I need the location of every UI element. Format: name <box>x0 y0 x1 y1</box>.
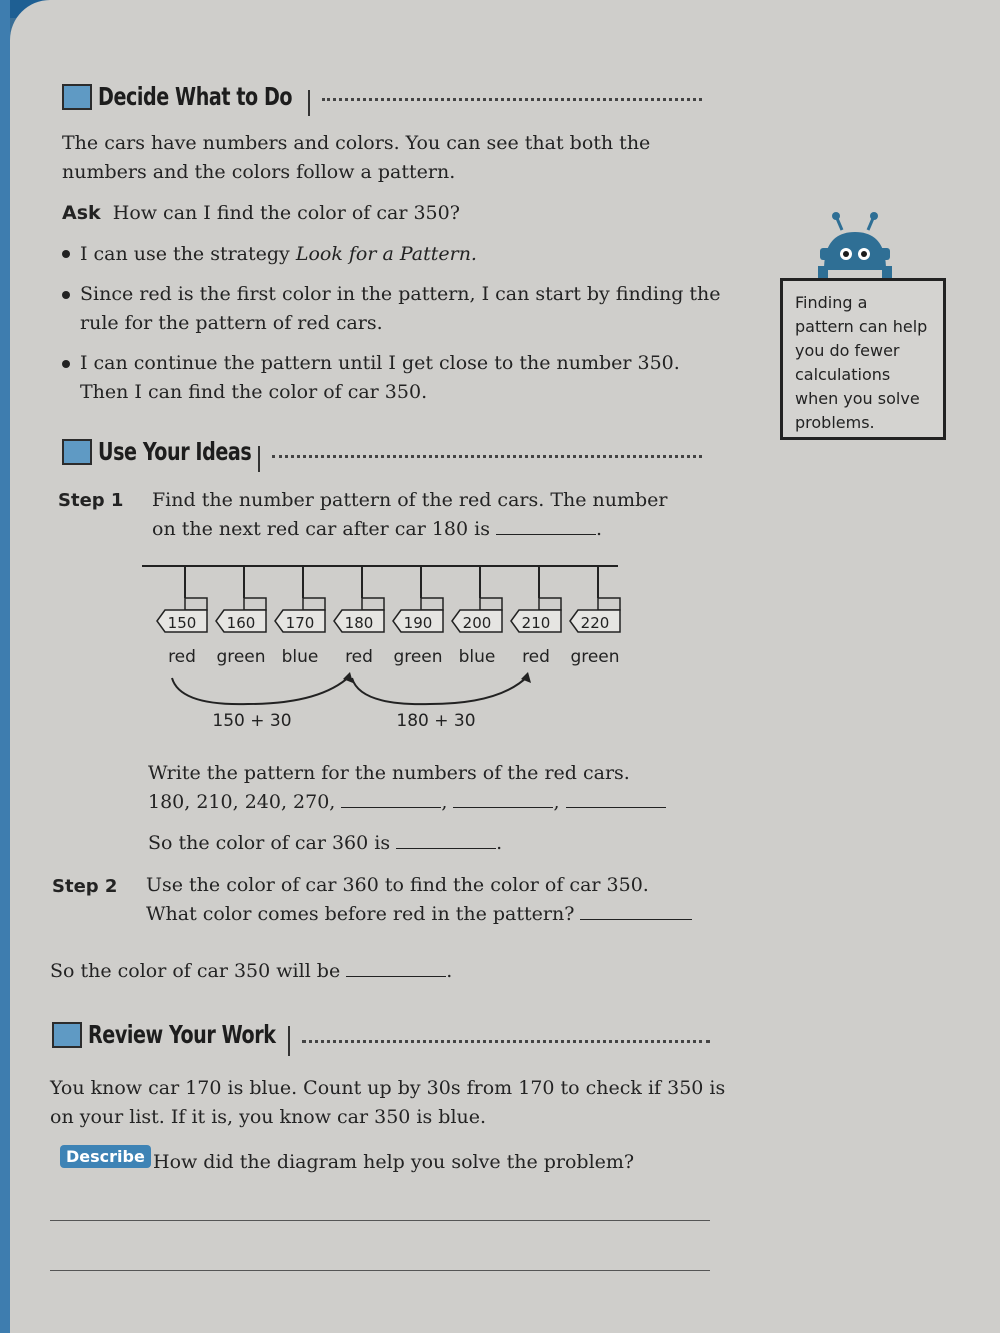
tip-text: Finding a pattern can help you do fewer calculations when you solve problems. <box>795 293 928 432</box>
tag-flag <box>303 598 325 610</box>
tag-flag <box>421 598 443 610</box>
car-color-label: green <box>216 647 266 667</box>
tag-flag <box>539 598 561 610</box>
section-heading-ideas: Use Your Ideas <box>62 437 278 466</box>
car-number: 220 <box>580 614 610 632</box>
answer-blank-color-350[interactable] <box>346 958 446 977</box>
bullet-2-line2: rule for the pattern of red cars. <box>80 312 383 334</box>
bullet-3-line2: Then I can find the color of car 350. <box>80 381 428 403</box>
car-number: 210 <box>521 614 551 632</box>
review-paragraph-line1: You know car 170 is blue. Count up by 30s from 170 to check if 350 is <box>50 1077 726 1099</box>
heading-dotted-rule <box>272 455 702 458</box>
review-paragraph-line2: on your list. If it is, you know car 350 is blue. <box>50 1106 487 1128</box>
tag-flag <box>362 598 384 610</box>
ask-label: Ask <box>62 202 101 224</box>
car-number: 170 <box>285 614 315 632</box>
car-tag <box>216 566 266 667</box>
section-heading-decide: Decide What to Do <box>62 82 326 111</box>
section-heading-review: Review Your Work <box>52 1020 309 1049</box>
heading-divider <box>308 90 310 116</box>
car-tag <box>570 566 620 667</box>
step-2-line2 <box>146 899 692 929</box>
car-tag <box>511 566 561 667</box>
step-2-line2-text: What color comes before red in the pattern? <box>146 903 575 925</box>
car-tag <box>334 566 384 667</box>
step-2-line1: Use the color of car 360 to find the color of car 350. <box>146 874 649 896</box>
ask-text: How can I find the color of car 350? <box>112 202 460 224</box>
answer-blank-pattern-1[interactable] <box>341 789 441 808</box>
bullet-1-text: I can use the strategy <box>80 243 296 265</box>
answer-blank-next-red[interactable] <box>496 516 596 535</box>
car-color-label: green <box>393 647 443 667</box>
answer-blank-pattern-3[interactable] <box>566 789 666 808</box>
describe-question: How did the diagram help you solve the problem? <box>153 1151 635 1173</box>
car-number: 190 <box>403 614 433 632</box>
period: . <box>596 518 603 540</box>
step-1-label: Step 1 <box>58 490 124 511</box>
heading-square-icon <box>52 1022 82 1048</box>
heading-square-icon <box>62 439 92 465</box>
heading-dotted-rule <box>322 98 702 101</box>
tag-flag <box>598 598 620 610</box>
write-pattern-line2 <box>148 787 666 817</box>
decide-paragraph-line1: The cars have numbers and colors. You can see that both the <box>62 132 651 154</box>
answer-blank-pattern-2[interactable] <box>453 789 553 808</box>
heading-divider <box>258 446 260 472</box>
car-color-label: blue <box>281 647 319 667</box>
car-color-label: blue <box>458 647 496 667</box>
tag-flag <box>185 598 207 610</box>
bullet-icon <box>62 291 70 299</box>
answer-blank-before-red[interactable] <box>580 901 692 920</box>
car-number: 160 <box>226 614 256 632</box>
car-tag <box>393 566 443 667</box>
describe-badge: Describe <box>60 1145 151 1168</box>
bullet-1-strategy: Look for a Pattern. <box>295 243 477 265</box>
color-360-line <box>148 828 502 858</box>
bullet-icon <box>62 360 70 368</box>
arc-1-label: 150 + 30 <box>212 711 292 731</box>
car-color-label: red <box>522 647 550 667</box>
arc-1 <box>172 676 350 704</box>
period: . <box>496 832 503 854</box>
car-color-label: green <box>570 647 620 667</box>
heading-dotted-rule <box>302 1040 710 1043</box>
answer-line-1[interactable] <box>50 1220 710 1221</box>
car-color-label: red <box>345 647 373 667</box>
color-360-text: So the color of car 360 is <box>148 832 391 854</box>
step-1-line1: Find the number pattern of the red cars. The number <box>152 489 668 511</box>
ask-line <box>62 198 460 228</box>
arc-2 <box>352 676 528 704</box>
car-color-label: red <box>168 647 196 667</box>
car-number: 150 <box>167 614 197 632</box>
comma: , <box>441 791 448 813</box>
decide-paragraph-line2: numbers and the colors follow a pattern. <box>62 161 456 183</box>
bullet-1 <box>80 239 477 269</box>
period: . <box>446 960 453 982</box>
tag-flag <box>480 598 502 610</box>
write-pattern-line1: Write the pattern for the numbers of the red cars. <box>148 762 630 784</box>
pattern-start: 180, 210, 240, 270, <box>148 791 336 813</box>
car-tag <box>275 566 325 667</box>
color-350-text: So the color of car 350 will be <box>50 960 341 982</box>
tag-flag <box>244 598 266 610</box>
bullet-2-line1: Since red is the first color in the pattern, I can start by finding the <box>80 283 721 305</box>
step-2-label: Step 2 <box>52 876 118 897</box>
answer-blank-color-360[interactable] <box>396 830 496 849</box>
page-left-edge <box>0 0 10 1333</box>
step-1-line2-text: on the next red car after car 180 is <box>152 518 490 540</box>
step-1-line2 <box>152 514 602 544</box>
tip-box <box>780 278 946 440</box>
car-number: 200 <box>462 614 492 632</box>
bullet-3-line1: I can continue the pattern until I get close to the number 350. <box>80 352 680 374</box>
comma: , <box>553 791 560 813</box>
car-pattern-diagram <box>140 558 640 738</box>
answer-line-2[interactable] <box>50 1270 710 1271</box>
heading-divider <box>288 1026 290 1056</box>
heading-square-icon <box>62 84 92 110</box>
arc-2-label: 180 + 30 <box>396 711 476 731</box>
robot-mascot-icon <box>810 210 900 282</box>
car-tag <box>157 566 207 667</box>
color-350-line <box>50 956 452 986</box>
bullet-icon <box>62 250 70 258</box>
workbook-page <box>10 0 1000 1333</box>
car-tag <box>452 566 502 667</box>
car-number: 180 <box>344 614 374 632</box>
